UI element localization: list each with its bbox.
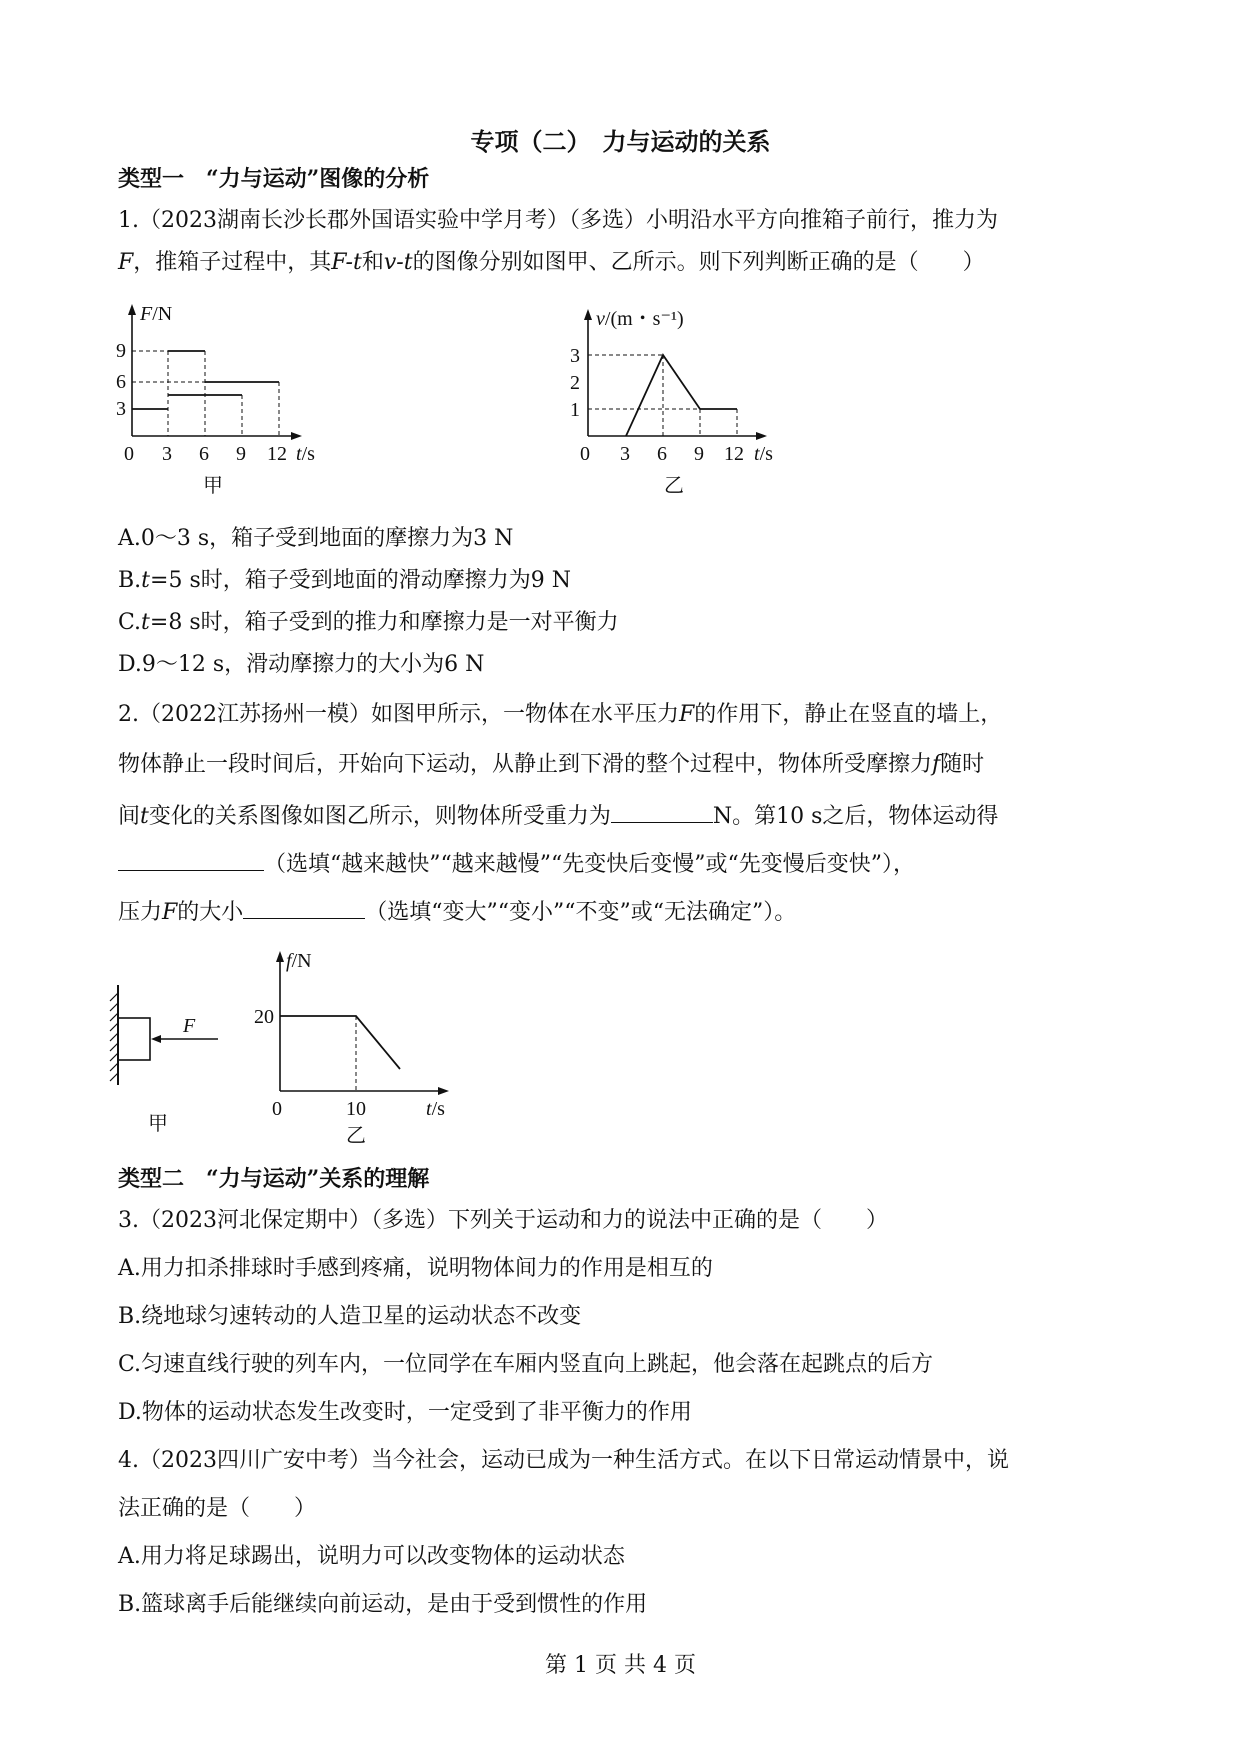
fric-t-axes [280,959,442,1091]
v-t-x-tick-9: 9 [694,443,704,465]
force-arrow-label: F [183,1015,196,1037]
q4-stem-line2: 法正确的是（ ） [118,1496,317,1521]
v-t-series [626,355,737,436]
fric-t-x-arrowhead [438,1087,449,1095]
q3-option-c: C.匀速直线行驶的列车内，一位同学在车厢内竖直向上跳起，他会落在起跳点的后方 [118,1352,934,1377]
q1-stem-line1: 1.（2023湖南长沙长郡外国语实验中学月考）（多选）小明沿水平方向推箱子前行，推力为 [118,208,998,233]
f-t-caption: 甲 [203,475,223,497]
v-t-x-tick-3: 3 [620,443,630,465]
f-t-y-label: F/N [140,303,173,325]
q3-option-d: D.物体的运动状态发生改变时，一定受到了非平衡力的作用 [118,1400,692,1425]
v-t-x-arrowhead [756,432,767,440]
fric-t-y-tick-20: 20 [254,1006,274,1028]
page-footer: 第 1 页 共 4 页 [545,1653,696,1678]
q1-option-c: C.t=8 s时，箱子受到的推力和摩擦力是一对平衡力 [118,610,619,635]
f-t-x-label: t/s [296,443,315,465]
f-t-axes [132,312,295,436]
fric-t-x-tick-0: 0 [272,1098,282,1120]
q4-option-a: A.用力将足球踢出，说明力可以改变物体的运动状态 [118,1544,625,1569]
fric-t-series [280,1016,400,1069]
q3-option-b: B.绕地球匀速转动的人造卫星的运动状态不改变 [118,1304,582,1329]
page-title: 专项（二） 力与运动的关系 [470,127,771,156]
figure-wall-block [108,975,228,1140]
v-t-x-tick-0: 0 [580,443,590,465]
q2-stem-line1: 2.（2022江苏扬州一模）如图甲所示，一物体在水平压力F的作用下，静止在竖直的墙上， [118,702,1003,727]
answer-blank-gravity[interactable] [611,800,713,823]
f-t-x-tick-3: 3 [162,443,172,465]
wall-caption: 甲 [148,1113,168,1135]
v-t-y-tick-3: 3 [570,345,580,367]
q4-option-b: B.篮球离手后能继续向前运动，是由于受到惯性的作用 [118,1592,648,1617]
f-t-x-tick-9: 9 [236,443,246,465]
chart-f-t [110,300,330,500]
q3-stem: 3.（2023河北保定期中）（多选）下列关于运动和力的说法中正确的是（ ） [118,1208,888,1233]
fric-t-y-label: f/N [286,950,312,972]
v-t-x-tick-6: 6 [657,443,667,465]
answer-blank-force[interactable] [243,896,365,919]
f-t-dashes [132,351,279,436]
v-t-x-label: t/s [754,443,773,465]
v-t-y-tick-1: 1 [570,399,580,421]
v-t-y-tick-2: 2 [570,372,580,394]
v-t-dashes [588,355,737,436]
v-t-y-arrowhead [584,309,592,320]
section-heading-type1: 类型一 “力与运动”图像的分析 [118,166,430,192]
f-t-y-arrowhead [128,304,136,315]
q2-stem-line4: （选填“越来越快”“越来越慢”“先变快后变慢”或“先变慢后变快”）， [118,848,915,880]
fric-t-x-tick-10: 10 [346,1098,366,1120]
f-t-x-arrowhead [291,432,302,440]
f-t-y-tick-3: 3 [116,398,126,420]
q1-option-a: A.0～3 s，箱子受到地面的摩擦力为3 N [118,526,514,551]
chart-fric-t [252,945,472,1145]
fric-t-caption: 乙 [346,1125,366,1147]
f-t-y-tick-9: 9 [116,340,126,362]
chart-v-t [560,305,800,500]
q3-option-a: A.用力扣杀排球时手感到疼痛，说明物体间力的作用是相互的 [118,1256,713,1281]
f-t-x-tick-6: 6 [199,443,209,465]
v-t-caption: 乙 [664,475,684,497]
q2-stem-line3: 间t变化的关系图像如图乙所示，则物体所受重力为 N。第10 s之后，物体运动得 [118,800,998,832]
v-t-y-label: v/(m・s⁻¹) [596,308,684,330]
f-t-x-tick-0: 0 [124,443,134,465]
q2-stem-line5: 压力F的大小 （选填“变大”“变小”“不变”或“无法确定”）。 [118,896,796,928]
q4-stem-line1: 4.（2023四川广安中考）当今社会，运动已成为一种生活方式。在以下日常运动情景中，说 [118,1448,1009,1473]
section-heading-type2: 类型二 “力与运动”关系的理解 [118,1166,430,1192]
answer-blank-motion[interactable] [118,848,264,871]
fric-t-y-arrowhead [276,951,284,962]
q1-option-b: B.t=5 s时，箱子受到地面的滑动摩擦力为9 N [118,568,571,593]
f-t-x-tick-12: 12 [267,443,287,465]
v-t-axes [588,317,760,436]
v-t-x-tick-12: 12 [724,443,744,465]
force-arrowhead [151,1035,161,1043]
fric-t-x-label: t/s [426,1098,445,1120]
q2-stem-line2: 物体静止一段时间后，开始向下运动，从静止到下滑的整个过程中，物体所受摩擦力f随时 [118,752,985,777]
q1-stem-line2: F，推箱子过程中，其F-t和v-t的图像分别如图甲、乙所示。则下列判断正确的是（ ） [118,250,985,275]
q1-option-d: D.9～12 s，滑动摩擦力的大小为6 N [118,652,485,677]
block [118,1018,150,1060]
f-t-y-tick-6: 6 [116,371,126,393]
wall-hatching [110,993,118,1081]
